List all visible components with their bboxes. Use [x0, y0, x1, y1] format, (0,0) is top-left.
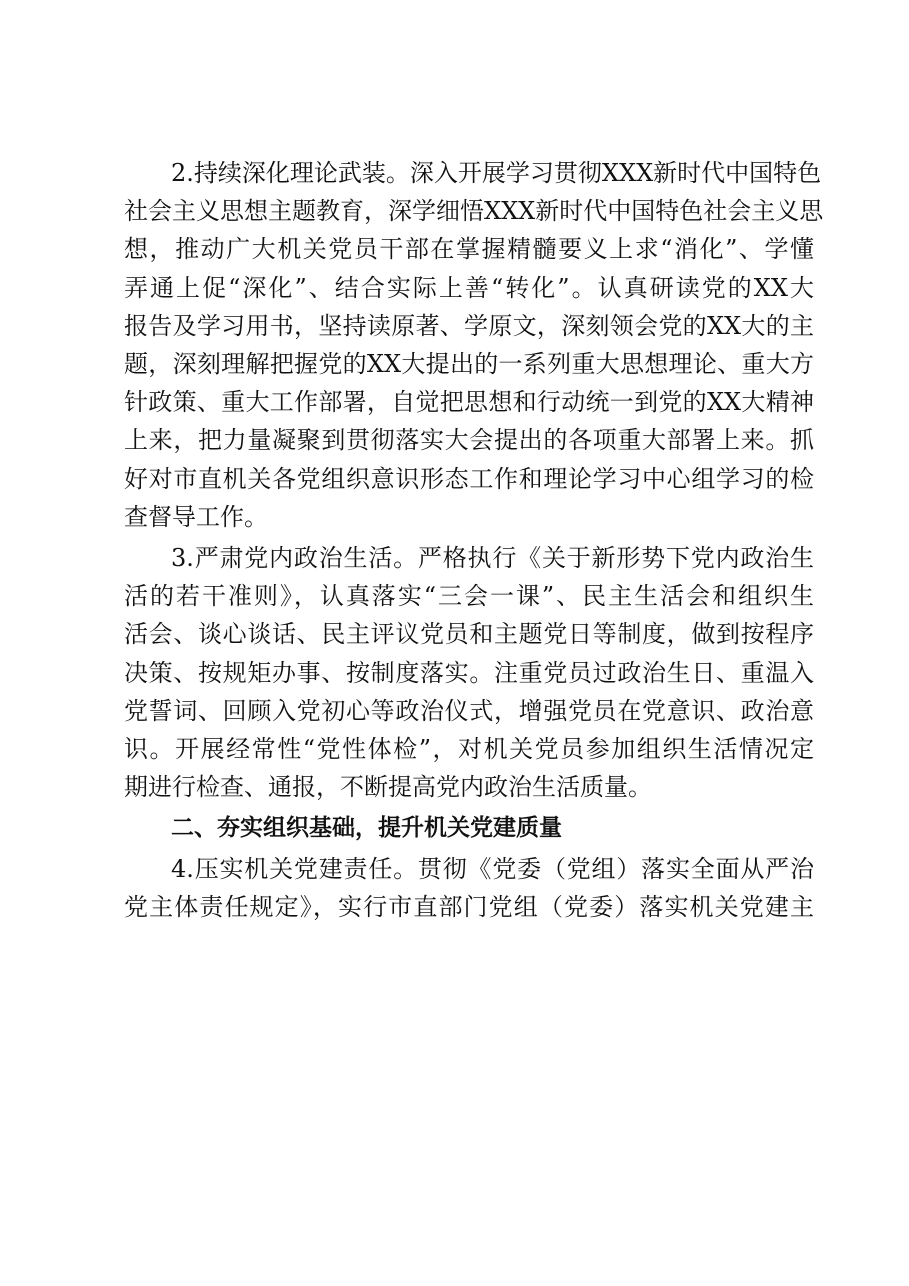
paragraph-2	[124, 154, 824, 536]
text-line: 想，推动广大机关党员干部在掌握精髓要义上求“消化”、学懂	[124, 235, 814, 264]
text-line: 党誓词、回顾入党初心等政治仪式，增强党员在党意识、政治意	[124, 696, 814, 725]
text-line: 党主体责任规定》，实行市直部门党组（党委）落实机关党建主	[124, 892, 814, 921]
text-line: 查督导工作。	[124, 502, 268, 531]
text-line: 好对市直机关各党组织意识形态工作和理论学习中心组学习的检	[124, 464, 814, 493]
section-heading: 二、夯实组织基础，提升机关党建质量	[171, 815, 562, 842]
paragraph-3	[124, 539, 814, 806]
text-line: 报告及学习用书，坚持读原著、学原文，深刻领会党的XX大的主	[124, 311, 814, 340]
text-line: 2.持续深化理论武装。深入开展学习贯彻XXX新时代中国特色	[171, 159, 822, 187]
text-line: 期进行检查、通报，不断提高党内政治生活质量。	[124, 773, 652, 802]
text-line: 活会、谈心谈话、民主评议党员和主题党日等制度，做到按程序	[124, 620, 814, 649]
text-line: 社会主义思想主题教育，深学细悟XXX新时代中国特色社会主义思	[124, 197, 824, 226]
paragraph-4	[124, 850, 814, 926]
text-line: 4.压实机关党建责任。贯彻《党委（党组）落实全面从严治	[171, 854, 814, 883]
text-line: 活的若干准则》，认真落实“三会一课”、民主生活会和组织生	[124, 582, 814, 611]
text-line: 上来，把力量凝聚到贯彻落实大会提出的各项重大部署上来。抓	[124, 426, 814, 455]
text-line: 针政策、重大工作部署，自觉把思想和行动统一到党的XX大精神	[124, 388, 814, 417]
text-line: 决策、按规矩办事、按制度落实。注重党员过政治生日、重温入	[124, 658, 814, 687]
text-line: 识。开展经常性“党性体检”，对机关党员参加组织生活情况定	[124, 735, 814, 764]
text-line: 题，深刻理解把握党的XX大提出的一系列重大思想理论、重大方	[124, 350, 814, 379]
text-line: 弄通上促“深化”、结合实际上善“转化”。认真研读党的XX大	[124, 273, 814, 302]
document-body	[124, 154, 824, 926]
text-line: 3.严肃党内政治生活。严格执行《关于新形势下党内政治生	[171, 544, 814, 573]
